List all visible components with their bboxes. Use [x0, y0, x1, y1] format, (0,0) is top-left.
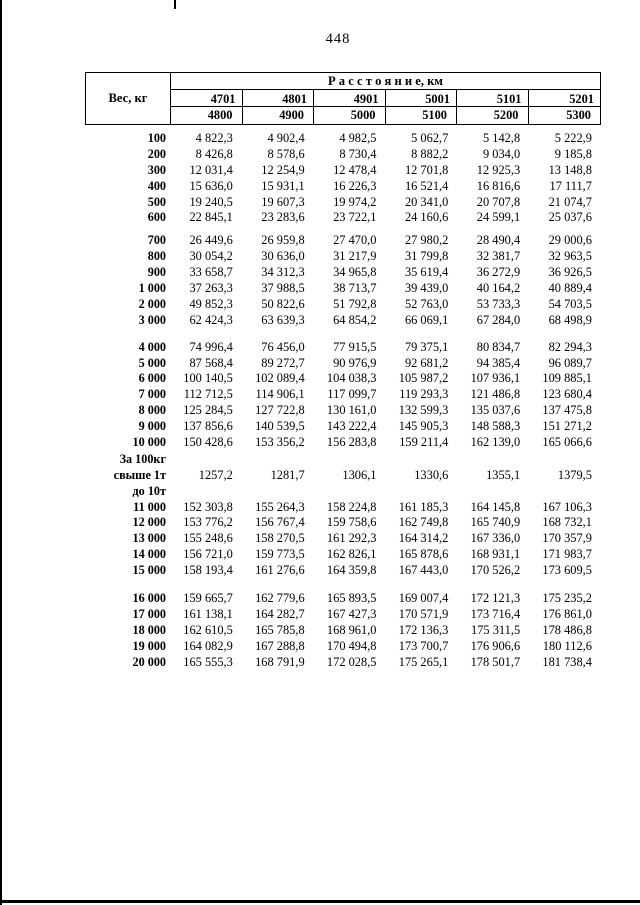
weight-cell: 17 000 — [132, 606, 166, 621]
table-row — [85, 419, 601, 435]
rate-value-cell: 79 375,1 — [404, 339, 449, 354]
rate-value-cell: 173 700,7 — [398, 638, 449, 653]
rate-value-cell: 33 658,7 — [189, 265, 233, 280]
distance-range-header — [386, 90, 458, 124]
rate-value-cell: 165 555,3 — [183, 654, 233, 669]
rate-value-cell: 50 822,6 — [261, 296, 305, 311]
table-row — [85, 371, 601, 387]
rate-value-cell: 112 712,5 — [183, 387, 233, 402]
rate-value-cell: 5 062,7 — [411, 131, 449, 145]
rate-value-cell: 181 738,4 — [542, 654, 592, 669]
table-row — [85, 403, 601, 419]
rate-value-cell: 164 359,8 — [326, 563, 377, 578]
scan-edge-left — [0, 0, 2, 905]
rate-value-cell: 54 703,5 — [548, 296, 592, 311]
table-row — [85, 655, 601, 671]
distance-range-to: 5000 — [350, 108, 376, 122]
rate-value-cell: 16 521,4 — [404, 178, 449, 193]
rate-value-cell: 170 357,9 — [542, 531, 592, 546]
weight-header-cell: Вес, кг — [86, 73, 171, 124]
rate-value-cell: 4 902,4 — [267, 131, 305, 145]
distance-range-header — [243, 90, 315, 124]
freight-rate-table — [85, 72, 601, 671]
rate-value-cell: 51 792,8 — [333, 296, 377, 311]
rate-value-cell: 172 121,3 — [470, 591, 521, 606]
rate-value-cell: 26 449,6 — [189, 233, 233, 248]
rate-value-cell: 20 707,8 — [476, 194, 521, 209]
rate-value-cell: 52 763,0 — [404, 296, 449, 311]
rate-value-cell: 13 148,8 — [548, 162, 592, 177]
table-row — [85, 356, 601, 372]
rate-value-cell: 15 636,0 — [189, 178, 233, 193]
rate-value-cell: 159 211,4 — [399, 435, 449, 450]
distance-range-to: 5300 — [566, 108, 591, 122]
rate-value-cell: 68 498,9 — [548, 312, 592, 327]
rate-value-cell: 104 038,3 — [326, 371, 377, 386]
weight-cell: 8 000 — [138, 403, 166, 418]
distance-range-to: 5100 — [422, 108, 447, 122]
rate-value-cell: 162 139,0 — [470, 435, 521, 450]
rate-value-cell: 28 490,4 — [476, 233, 521, 248]
rate-value-cell: 170 571,9 — [398, 606, 449, 621]
table-row — [85, 249, 601, 265]
rate-value-cell: 153 356,2 — [255, 435, 305, 450]
weight-cell: 6 000 — [138, 371, 166, 386]
rate-value-cell: 16 226,3 — [333, 178, 377, 193]
rate-value-cell: 162 826,1 — [326, 547, 377, 562]
rate-value-cell: 168 961,0 — [326, 622, 377, 637]
rate-value-cell: 175 235,2 — [542, 591, 592, 606]
weight-cell: 3 000 — [138, 312, 166, 327]
rate-value-cell: 1330,6 — [414, 467, 449, 482]
rate-value-cell: 140 539,5 — [255, 419, 305, 434]
rate-value-cell: 167 106,3 — [542, 499, 592, 514]
rate-value-cell: 123 680,4 — [542, 387, 592, 402]
rate-value-cell: 4 822,3 — [195, 131, 233, 145]
rate-value-cell: 105 987,2 — [398, 371, 449, 386]
weight-cell: 18 000 — [132, 622, 166, 637]
weight-cell: 20 000 — [132, 654, 166, 669]
rate-value-cell: 158 270,5 — [255, 531, 305, 546]
rate-value-cell: 1355,1 — [486, 467, 521, 482]
weight-cell: 15 000 — [132, 563, 166, 578]
weight-cell: 16 000 — [132, 591, 166, 606]
rate-value-cell: 82 294,3 — [548, 339, 592, 354]
rate-value-cell: 96 089,7 — [548, 355, 592, 370]
rate-value-cell: 158 224,8 — [326, 499, 377, 514]
rate-value-cell: 155 248,6 — [183, 531, 233, 546]
rate-value-cell: 17 111,7 — [549, 178, 592, 193]
rate-value-cell: 34 965,8 — [333, 265, 377, 280]
rate-value-cell: 22 845,1 — [189, 210, 233, 225]
rate-value-cell: 31 799,8 — [404, 249, 449, 264]
rate-value-cell: 36 926,5 — [548, 265, 592, 280]
rate-value-cell: 27 980,2 — [404, 233, 449, 248]
table-row — [85, 435, 601, 451]
rate-value-cell: 159 665,7 — [183, 591, 233, 606]
rate-value-cell: 1281,7 — [270, 467, 305, 482]
rate-value-cell: 20 341,0 — [404, 194, 449, 209]
rate-value-cell: 24 160,6 — [404, 210, 449, 225]
rate-value-cell: 102 089,4 — [255, 371, 305, 386]
distance-range-from: 5001 — [386, 90, 457, 107]
rate-value-cell: 170 526,2 — [470, 563, 521, 578]
distance-range-to: 5200 — [493, 108, 519, 122]
weight-cell: 400 — [147, 178, 166, 193]
rate-value-cell: 114 906,1 — [255, 387, 305, 402]
weight-cell: 300 — [147, 162, 166, 177]
table-row — [85, 547, 601, 563]
rate-value-cell: 100 140,5 — [183, 371, 233, 386]
rate-value-cell: 121 486,8 — [470, 387, 521, 402]
distance-range-from: 5101 — [457, 90, 528, 107]
rate-value-cell: 9 185,8 — [554, 146, 592, 161]
page-number: 448 — [325, 31, 351, 47]
row-group — [85, 452, 601, 500]
rate-value-cell: 172 136,3 — [398, 622, 449, 637]
weight-cell: 19 000 — [132, 638, 166, 653]
rate-value-cell: 36 272,9 — [476, 265, 521, 280]
distance-columns — [171, 90, 600, 124]
rate-value-cell: 40 164,2 — [476, 281, 521, 296]
rate-value-cell: 5 142,8 — [482, 131, 521, 145]
table-row — [85, 340, 601, 356]
rate-value-cell: 37 263,3 — [189, 281, 233, 296]
weight-cell: 9 000 — [138, 419, 166, 434]
rate-value-cell: 159 758,6 — [326, 515, 377, 530]
rate-value-cell: 16 816,6 — [476, 178, 521, 193]
rate-value-cell: 66 069,1 — [404, 312, 449, 327]
table-header — [85, 72, 601, 125]
rate-value-cell: 26 959,8 — [261, 233, 305, 248]
rate-value-cell: 164 282,7 — [255, 606, 305, 621]
rate-value-cell: 167 288,8 — [255, 638, 305, 653]
rate-value-cell: 39 439,0 — [404, 281, 449, 296]
rate-value-cell: 153 776,2 — [183, 515, 233, 530]
rate-value-cell: 64 854,2 — [333, 312, 377, 327]
rate-value-cell: 12 254,9 — [261, 162, 305, 177]
rate-value-cell: 9 034,0 — [482, 146, 521, 161]
rate-value-cell: 53 733,3 — [476, 296, 521, 311]
rate-value-cell: 29 000,6 — [548, 233, 592, 248]
rate-value-cell: 164 314,2 — [398, 531, 449, 546]
rate-value-cell: 4 982,5 — [339, 131, 377, 145]
rate-value-cell: 167 427,3 — [326, 606, 377, 621]
rate-value-cell: 151 271,2 — [542, 419, 592, 434]
rate-value-cell: 40 889,4 — [548, 281, 592, 296]
rate-value-cell: 1257,2 — [198, 467, 233, 482]
rate-value-cell: 76 456,0 — [261, 339, 305, 354]
distance-range-from: 4801 — [243, 90, 314, 107]
rate-value-cell: 12 478,4 — [333, 162, 377, 177]
table-row — [85, 563, 601, 579]
rate-value-cell: 156 721,0 — [183, 547, 233, 562]
rate-value-cell: 156 283,8 — [326, 435, 377, 450]
rate-value-cell: 156 767,4 — [255, 515, 305, 530]
row-group — [85, 233, 601, 328]
rate-value-cell: 87 568,4 — [189, 355, 233, 370]
rate-value-cell: 167 336,0 — [470, 531, 521, 546]
rate-value-cell: 94 385,4 — [476, 355, 521, 370]
row-group — [85, 340, 601, 451]
rate-value-cell: 8 578,6 — [267, 146, 305, 161]
weight-cell: 800 — [147, 249, 166, 264]
rate-value-cell: 30 636,0 — [261, 249, 305, 264]
rate-value-cell: 145 905,3 — [398, 419, 449, 434]
rate-value-cell: 127 722,8 — [255, 403, 305, 418]
table-row — [85, 387, 601, 403]
rate-value-cell: 164 082,9 — [183, 638, 233, 653]
rate-value-cell: 32 381,7 — [476, 249, 521, 264]
rate-value-cell: 168 791,9 — [255, 654, 305, 669]
rate-value-cell: 125 284,5 — [183, 403, 233, 418]
weight-cell: 5 000 — [138, 355, 166, 370]
rate-value-cell: 175 265,1 — [398, 654, 449, 669]
table-row — [85, 265, 601, 281]
rate-value-cell: 178 501,7 — [470, 654, 521, 669]
rate-value-cell: 137 475,8 — [542, 403, 592, 418]
rate-value-cell: 161 276,6 — [255, 563, 305, 578]
row-group — [85, 131, 601, 226]
rate-value-cell: 8 426,8 — [195, 146, 233, 161]
rate-value-cell: 12 925,3 — [476, 162, 521, 177]
rate-value-cell: 19 607,3 — [261, 194, 305, 209]
weight-cell: 600 — [147, 210, 166, 225]
rate-value-cell: 8 730,4 — [339, 146, 377, 161]
distance-range-to: 4800 — [207, 108, 233, 122]
rate-value-cell: 172 028,5 — [326, 654, 377, 669]
weight-cell: 1 000 — [138, 281, 166, 296]
table-row — [85, 131, 601, 147]
table-row — [85, 233, 601, 249]
rate-value-cell: 31 217,9 — [333, 249, 377, 264]
scan-mark-top — [174, 0, 176, 9]
rate-value-cell: 49 852,3 — [189, 296, 233, 311]
weight-cell: 500 — [147, 194, 166, 209]
rate-value-cell: 74 996,4 — [189, 339, 233, 354]
rate-value-cell: 173 716,4 — [470, 606, 521, 621]
distance-range-header — [314, 90, 386, 124]
rate-value-cell: 148 588,3 — [470, 419, 521, 434]
rate-value-cell: 171 983,7 — [542, 547, 592, 562]
rate-value-cell: 21 074,7 — [548, 194, 592, 209]
rate-value-cell: 161 138,1 — [183, 606, 233, 621]
rate-value-cell: 107 936,1 — [470, 371, 521, 386]
weight-cell: 900 — [147, 265, 166, 280]
rate-value-cell: 24 599,1 — [476, 210, 521, 225]
rate-value-cell: 109 885,1 — [542, 371, 592, 386]
rate-value-cell: 162 610,5 — [183, 622, 233, 637]
table-row — [85, 591, 601, 607]
distance-range-header — [457, 90, 529, 124]
rate-value-cell: 5 222,9 — [554, 131, 592, 145]
rate-value-cell: 176 861,0 — [542, 606, 592, 621]
weight-cell: 14 000 — [132, 547, 166, 562]
weight-cell: 2 000 — [138, 296, 166, 311]
scan-edge-bottom — [0, 900, 640, 903]
rate-value-cell: 80 834,7 — [476, 339, 521, 354]
rate-value-cell: 168 931,1 — [470, 547, 521, 562]
rate-value-cell: 62 424,3 — [189, 312, 233, 327]
rate-value-cell: 90 976,9 — [333, 355, 377, 370]
table-row — [85, 297, 601, 313]
rate-value-cell: 23 283,6 — [261, 210, 305, 225]
rate-value-cell: 23 722,1 — [333, 210, 377, 225]
table-row — [85, 179, 601, 195]
rate-value-cell: 165 066,6 — [542, 435, 592, 450]
rate-value-cell: 175 311,5 — [471, 622, 521, 637]
rate-value-cell: 32 963,5 — [548, 249, 592, 264]
rate-value-cell: 27 470,0 — [333, 233, 377, 248]
distance-range-to: 4900 — [279, 108, 304, 122]
weight-cell: 200 — [147, 146, 166, 161]
rate-value-cell: 159 773,5 — [255, 547, 305, 562]
rate-value-cell: 1379,5 — [557, 467, 592, 482]
rate-value-cell: 63 639,3 — [261, 312, 305, 327]
rate-value-cell: 176 906,6 — [470, 638, 521, 653]
distance-range-from: 4701 — [171, 90, 242, 107]
table-row — [85, 515, 601, 531]
rate-value-cell: 173 609,5 — [542, 563, 592, 578]
weight-cell: За 100кг свыше 1т до 10т — [113, 451, 166, 498]
distance-range-from: 4901 — [314, 90, 385, 107]
rate-value-cell: 170 494,8 — [326, 638, 377, 653]
rate-value-cell: 37 988,5 — [261, 281, 305, 296]
table-row — [85, 195, 601, 211]
rate-value-cell: 30 054,2 — [189, 249, 233, 264]
distance-header-title: Р а с с т о я н и е, км — [171, 73, 600, 90]
rate-value-cell: 168 732,1 — [542, 515, 592, 530]
rate-value-cell: 12 031,4 — [189, 162, 233, 177]
rate-value-cell: 169 007,4 — [398, 591, 449, 606]
rate-value-cell: 1306,1 — [342, 467, 377, 482]
rate-value-cell: 137 856,6 — [183, 419, 233, 434]
rate-value-cell: 165 785,8 — [255, 622, 305, 637]
distance-range-header — [171, 90, 243, 124]
rate-value-cell: 161 185,3 — [398, 499, 449, 514]
rate-value-cell: 161 292,3 — [326, 531, 377, 546]
table-body — [85, 131, 601, 671]
rate-value-cell: 67 284,0 — [476, 312, 521, 327]
rate-value-cell: 132 599,3 — [398, 403, 449, 418]
rate-value-cell: 38 713,7 — [333, 281, 377, 296]
table-row — [85, 163, 601, 179]
rate-value-cell: 77 915,5 — [333, 339, 377, 354]
rate-value-cell: 165 740,9 — [470, 515, 521, 530]
distance-range-from: 5201 — [529, 90, 601, 107]
weight-cell: 12 000 — [132, 515, 166, 530]
table-row — [85, 531, 601, 547]
rate-value-cell: 92 681,2 — [404, 355, 449, 370]
rate-value-cell: 150 428,6 — [183, 435, 233, 450]
table-row — [85, 281, 601, 297]
table-row — [85, 452, 601, 500]
rate-value-cell: 162 749,8 — [398, 515, 449, 530]
table-row — [85, 623, 601, 639]
rate-value-cell: 19 974,2 — [333, 194, 377, 209]
rate-value-cell: 165 893,5 — [326, 591, 377, 606]
rate-value-cell: 25 037,6 — [548, 210, 592, 225]
weight-cell: 11 000 — [133, 499, 166, 514]
table-row — [85, 639, 601, 655]
rate-value-cell: 165 878,6 — [398, 547, 449, 562]
rate-value-cell: 119 293,3 — [399, 387, 449, 402]
rate-value-cell: 19 240,5 — [189, 194, 233, 209]
rate-value-cell: 167 443,0 — [398, 563, 449, 578]
rate-value-cell: 35 619,4 — [404, 265, 449, 280]
rate-value-cell: 143 222,4 — [326, 419, 377, 434]
rate-value-cell: 180 112,6 — [542, 638, 592, 653]
distance-header — [171, 73, 600, 124]
weight-cell: 100 — [147, 131, 166, 145]
distance-range-header — [529, 90, 601, 124]
table-row — [85, 313, 601, 329]
rate-value-cell: 158 193,4 — [183, 563, 233, 578]
row-group — [85, 500, 601, 579]
rate-value-cell: 135 037,6 — [470, 403, 521, 418]
rate-value-cell: 89 272,7 — [261, 355, 305, 370]
table-row — [85, 210, 601, 226]
rate-value-cell: 12 701,8 — [404, 162, 449, 177]
rate-value-cell: 34 312,3 — [261, 265, 305, 280]
table-row — [85, 500, 601, 516]
weight-cell: 700 — [147, 233, 166, 248]
rate-value-cell: 130 161,0 — [326, 403, 377, 418]
weight-cell: 7 000 — [138, 387, 166, 402]
rate-value-cell: 152 303,8 — [183, 499, 233, 514]
row-group — [85, 591, 601, 670]
table-row — [85, 147, 601, 163]
weight-cell: 4 000 — [138, 339, 166, 354]
rate-value-cell: 15 931,1 — [261, 178, 305, 193]
weight-cell: 10 000 — [132, 435, 166, 450]
rate-value-cell: 164 145,8 — [470, 499, 521, 514]
table-row — [85, 607, 601, 623]
weight-cell: 13 000 — [132, 531, 166, 546]
rate-value-cell: 8 882,2 — [411, 146, 449, 161]
rate-value-cell: 155 264,3 — [255, 499, 305, 514]
rate-value-cell: 178 486,8 — [542, 622, 592, 637]
rate-value-cell: 162 779,6 — [255, 591, 305, 606]
rate-value-cell: 117 099,7 — [327, 387, 377, 402]
